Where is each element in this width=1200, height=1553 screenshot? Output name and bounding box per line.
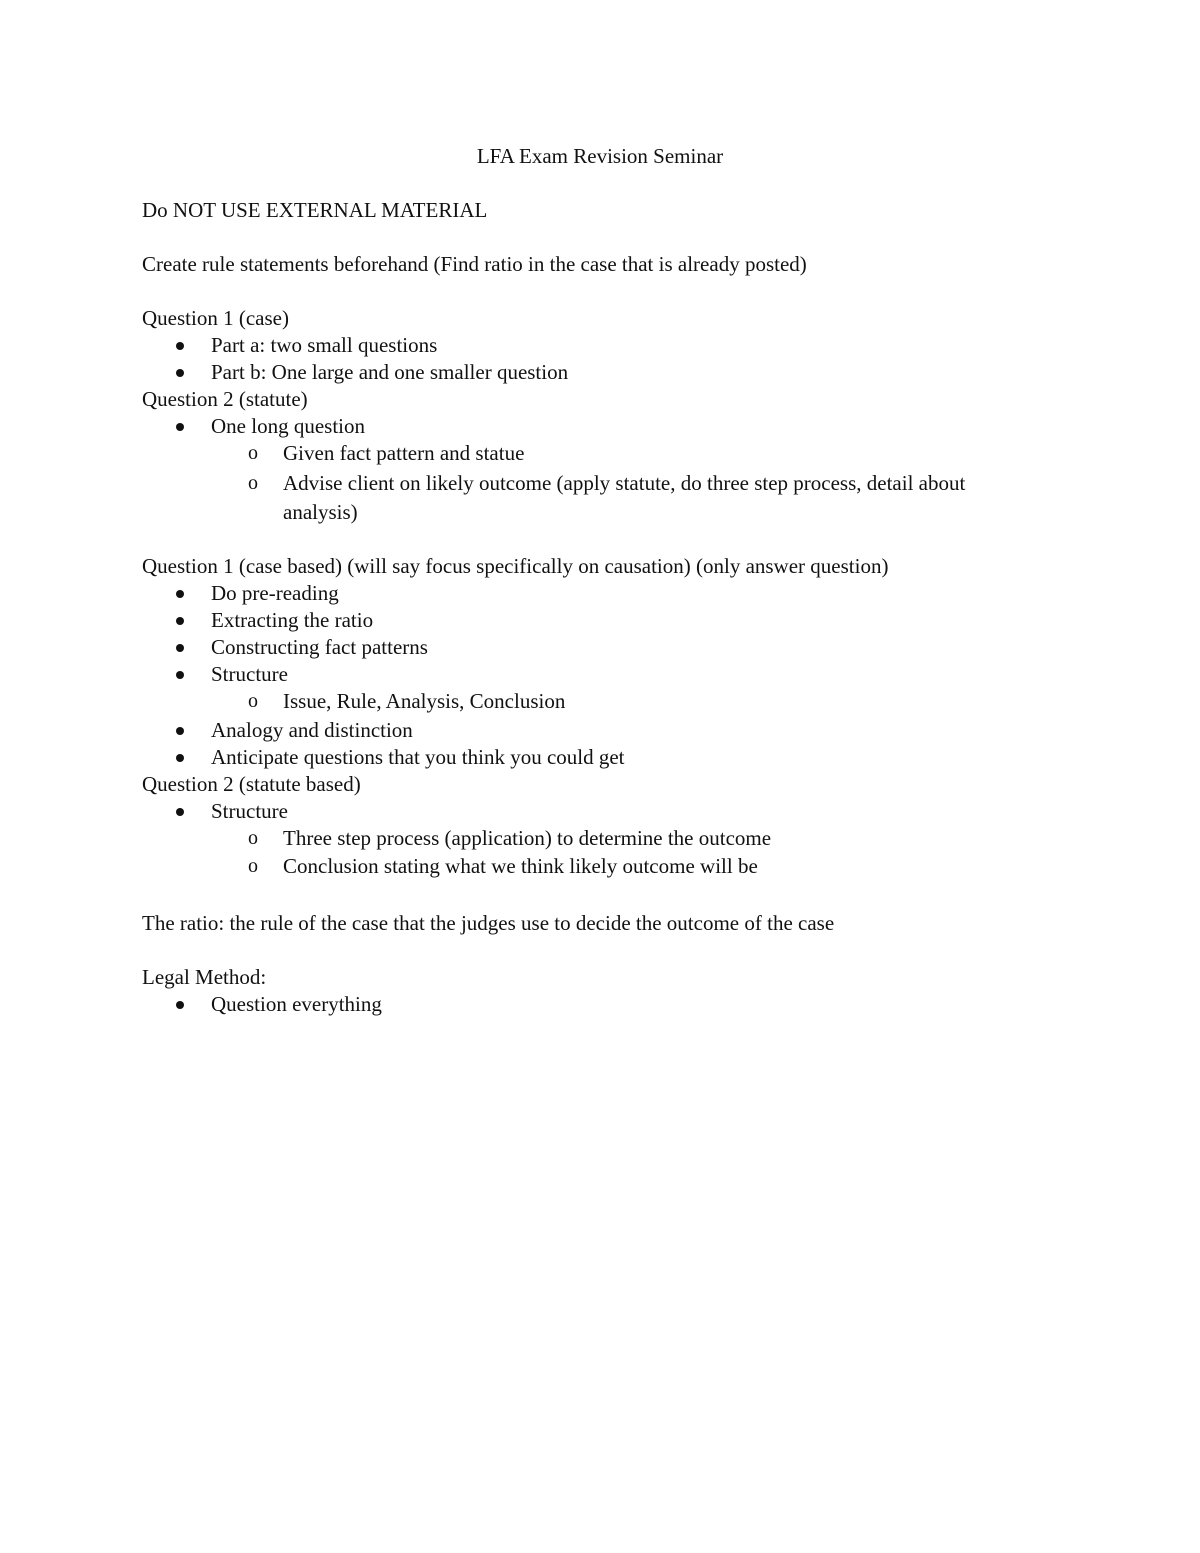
sub-bullet-icon: o xyxy=(248,827,258,849)
legal-method-heading: Legal Method: xyxy=(142,965,267,989)
bullet-icon xyxy=(176,1001,184,1009)
document-title: LFA Exam Revision Seminar xyxy=(476,144,724,168)
bullet-icon xyxy=(176,369,184,377)
bullet-icon xyxy=(176,423,184,431)
sub-bullet-icon: o xyxy=(248,855,258,877)
bullet-icon xyxy=(176,617,184,625)
sub-list-item: Issue, Rule, Analysis, Conclusion xyxy=(283,689,566,713)
sub-list-item-continuation: analysis) xyxy=(283,500,358,524)
list-item: Analogy and distinction xyxy=(211,718,413,742)
bullet-icon xyxy=(176,590,184,598)
sub-list-item: Three step process (application) to determine the outcome xyxy=(283,826,772,850)
bullet-icon xyxy=(176,808,184,816)
list-item: Anticipate questions that you think you could get xyxy=(211,745,625,769)
bullet-icon xyxy=(176,727,184,735)
list-item: Part a: two small questions xyxy=(211,333,438,357)
question-2-detail-heading: Question 2 (statute based) xyxy=(142,772,361,796)
list-item: Extracting the ratio xyxy=(211,608,374,632)
sub-bullet-icon: o xyxy=(248,442,258,464)
list-item: Do pre-reading xyxy=(211,581,339,605)
list-item: One long question xyxy=(211,414,365,438)
bullet-icon xyxy=(176,671,184,679)
bullet-icon xyxy=(176,644,184,652)
list-item: Question everything xyxy=(211,992,382,1016)
question-1-heading: Question 1 (case) xyxy=(142,306,289,330)
list-item: Structure xyxy=(211,662,288,686)
ratio-definition: The ratio: the rule of the case that the judges use to decide the outcome of the case xyxy=(142,911,835,935)
bullet-icon xyxy=(176,754,184,762)
bullet-icon xyxy=(176,342,184,350)
list-item: Constructing fact patterns xyxy=(211,635,428,659)
question-1-detail-heading: Question 1 (case based) (will say focus specifically on causation) (only answer question) xyxy=(142,554,889,578)
sub-bullet-icon: o xyxy=(248,472,258,494)
sub-list-item: Conclusion stating what we think likely outcome will be xyxy=(283,854,758,878)
sub-bullet-icon: o xyxy=(248,690,258,712)
list-item: Structure xyxy=(211,799,288,823)
sub-list-item: Advise client on likely outcome (apply statute, do three step process, detail about xyxy=(283,471,966,495)
sub-list-item: Given fact pattern and statue xyxy=(283,441,525,465)
list-item: Part b: One large and one smaller question xyxy=(211,360,569,384)
question-2-heading: Question 2 (statute) xyxy=(142,387,308,411)
instruction-line: Do NOT USE EXTERNAL MATERIAL xyxy=(142,198,488,222)
rule-statement-line: Create rule statements beforehand (Find ratio in the case that is already posted) xyxy=(142,252,807,276)
